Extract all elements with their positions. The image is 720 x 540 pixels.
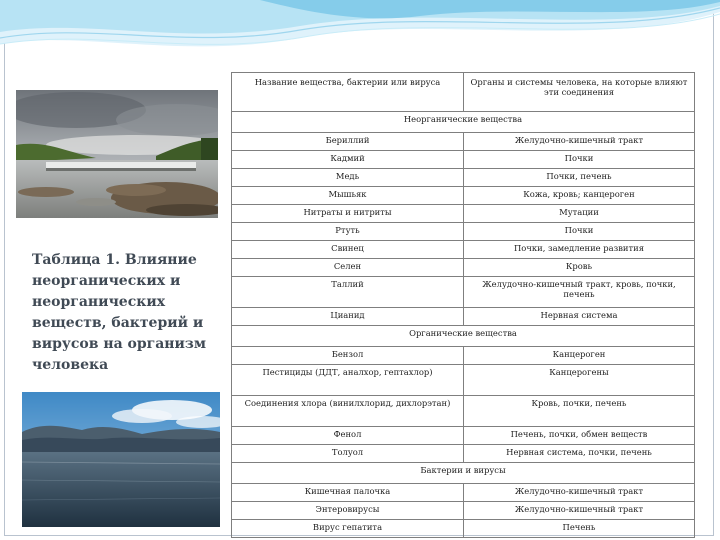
table-row — [232, 151, 695, 169]
table-row — [232, 347, 695, 365]
substance-cell: Толуол — [232, 445, 464, 463]
organs-cell: Желудочно-кишечный тракт, кровь, почки, печень — [464, 277, 695, 308]
organs-cell: Печень — [464, 520, 695, 538]
substance-cell: Ртуть — [232, 223, 464, 241]
organs-cell: Почки, замедление развития — [464, 241, 695, 259]
table-row — [232, 484, 695, 502]
table-row — [232, 241, 695, 259]
substance-cell: Нитраты и нитриты — [232, 205, 464, 223]
table-row — [232, 205, 695, 223]
table-row — [232, 187, 695, 205]
table-row — [232, 277, 695, 308]
lake-mountains-photo — [22, 392, 220, 527]
header-substance: Название вещества, бактерии или вируса — [232, 73, 464, 112]
river-weir-photo — [16, 90, 218, 218]
substance-cell: Селен — [232, 259, 464, 277]
table-row — [232, 133, 695, 151]
table-row — [232, 169, 695, 187]
substance-cell: Бериллий — [232, 133, 464, 151]
organs-cell: Почки — [464, 223, 695, 241]
table-row — [232, 502, 695, 520]
substance-cell: Пестициды (ДДТ, аналхор, гептахлор) — [232, 365, 464, 396]
section-row — [232, 326, 695, 347]
substance-cell: Свинец — [232, 241, 464, 259]
section-title: Неорганические вещества — [232, 112, 695, 133]
table-row — [232, 520, 695, 538]
table-row — [232, 308, 695, 326]
header-organs: Органы и системы человека, на которые влияют эти соединения — [464, 73, 695, 112]
substance-cell: Кишечная палочка — [232, 484, 464, 502]
organs-cell: Желудочно-кишечный тракт — [464, 133, 695, 151]
table-caption: Таблица 1. Влияние неорганических и неорганических веществ, бактерий и вирусов на организм человека — [32, 252, 207, 373]
substance-cell: Таллий — [232, 277, 464, 308]
organs-cell: Желудочно-кишечный тракт — [464, 502, 695, 520]
substance-cell: Цианид — [232, 308, 464, 326]
substance-cell: Мышьяк — [232, 187, 464, 205]
organs-cell: Канцероген — [464, 347, 695, 365]
decorative-wave — [0, 0, 720, 60]
section-row — [232, 112, 695, 133]
section-title: Органические вещества — [232, 326, 695, 347]
effects-table — [231, 72, 695, 538]
organs-cell: Канцерогены — [464, 365, 695, 396]
organs-cell: Мутации — [464, 205, 695, 223]
section-title: Бактерии и вирусы — [232, 463, 695, 484]
organs-cell: Нервная система, почки, печень — [464, 445, 695, 463]
substance-cell: Кадмий — [232, 151, 464, 169]
table-row — [232, 427, 695, 445]
substance-cell: Фенол — [232, 427, 464, 445]
substance-cell: Энтеровирусы — [232, 502, 464, 520]
organs-cell: Кровь — [464, 259, 695, 277]
table-row — [232, 365, 695, 396]
organs-cell: Желудочно-кишечный тракт — [464, 484, 695, 502]
organs-cell: Кровь, почки, печень — [464, 396, 695, 427]
table-header-row — [232, 73, 695, 112]
table-row — [232, 223, 695, 241]
organs-cell: Кожа, кровь; канцероген — [464, 187, 695, 205]
substance-cell: Вирус гепатита — [232, 520, 464, 538]
substance-cell: Соединения хлора (винилхлорид, дихлорэтан) — [232, 396, 464, 427]
organs-cell: Печень, почки, обмен веществ — [464, 427, 695, 445]
organs-cell: Почки — [464, 151, 695, 169]
table-row — [232, 259, 695, 277]
table-row — [232, 445, 695, 463]
substance-cell: Бензол — [232, 347, 464, 365]
organs-cell: Почки, печень — [464, 169, 695, 187]
substance-cell: Медь — [232, 169, 464, 187]
section-row — [232, 463, 695, 484]
table-row — [232, 396, 695, 427]
organs-cell: Нервная система — [464, 308, 695, 326]
